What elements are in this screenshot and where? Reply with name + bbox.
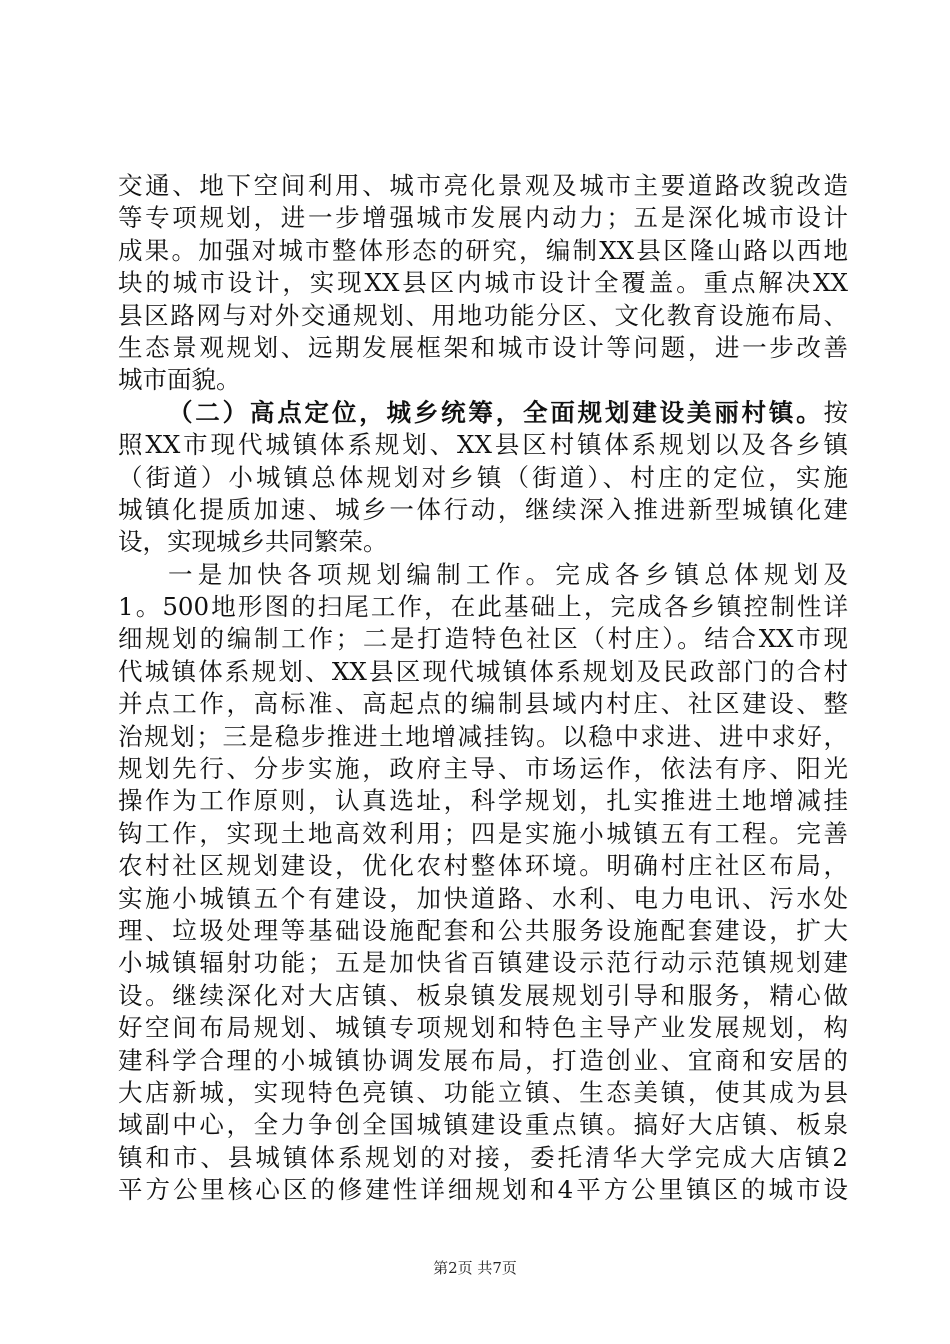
- text-line: 生态景观规划、远期发展框架和城市设计等问题，进一步改善: [118, 332, 848, 362]
- text-line: 小城镇辐射功能；五是加快省百镇建设示范行动示范镇规划建: [118, 948, 848, 978]
- text-line: 平方公里核心区的修建性详细规划和4平方公里镇区的城市设: [118, 1175, 848, 1205]
- text-line: 等专项规划，进一步增强城市发展内动力；五是深化城市设计: [118, 203, 848, 233]
- page-number: 第2页 共7页: [433, 1259, 517, 1277]
- text-line: 细规划的编制工作；二是打造特色社区（村庄）。结合XX市现: [118, 624, 848, 654]
- text-line: 块的城市设计，实现XX县区内城市设计全覆盖。重点解决XX: [118, 268, 848, 298]
- paragraph: [118, 559, 848, 1207]
- section-heading: （二）高点定位，城乡统筹，全面规划建设美丽村镇。: [168, 397, 824, 427]
- paragraph: [118, 397, 848, 559]
- text-line: 县区路网与对外交通规划、用地功能分区、文化教育设施布局、: [118, 300, 848, 330]
- paragraph: [118, 170, 848, 397]
- text-line: 实施小城镇五个有建设，加快道路、水利、电力电讯、污水处: [118, 883, 848, 913]
- text-line: 城市面貌。: [118, 365, 241, 395]
- text-line: 设。继续深化对大店镇、板泉镇发展规划引导和服务，精心做: [118, 980, 848, 1010]
- text-line: 大店新城，实现特色亮镇、功能立镇、生态美镇，使其成为县: [118, 1077, 848, 1107]
- text-line: 照XX市现代城镇体系规划、XX县区村镇体系规划以及各乡镇: [118, 430, 848, 460]
- text-line: 代城镇体系规划、XX县区现代城镇体系规划及民政部门的合村: [118, 656, 848, 686]
- document-body: [118, 170, 848, 1207]
- text-line: 并点工作，高标准、高起点的编制县域内村庄、社区建设、整: [118, 689, 848, 719]
- text-line: 域副中心，全力争创全国城镇建设重点镇。搞好大店镇、板泉: [118, 1110, 848, 1140]
- text-line: （街道）小城镇总体规划对乡镇（街道）、村庄的定位，实施: [118, 462, 848, 492]
- text-line: 镇和市、县城镇体系规划的对接，委托清华大学完成大店镇2: [118, 1142, 848, 1172]
- text-line: 钩工作，实现土地高效利用；四是实施小城镇五有工程。完善: [118, 818, 848, 848]
- text-line: 建科学合理的小城镇协调发展布局，打造创业、宜商和安居的: [118, 1045, 848, 1075]
- page-footer: [0, 1257, 950, 1278]
- text-line: 农村社区规划建设，优化农村整体环境。明确村庄社区布局，: [118, 851, 848, 881]
- text-line: 1。500地形图的扫尾工作，在此基础上，完成各乡镇控制性详: [118, 592, 848, 622]
- text-line: 城镇化提质加速、城乡一体行动，继续深入推进新型城镇化建: [118, 494, 848, 524]
- text-line: 设，实现城乡共同繁荣。: [118, 527, 388, 557]
- text-span: 按: [823, 397, 848, 427]
- text-line: 治规划；三是稳步推进土地增减挂钩。以稳中求进、进中求好，: [118, 721, 848, 751]
- text-line: 成果。加强对城市整体形态的研究，编制XX县区隆山路以西地: [118, 235, 848, 265]
- text-line: 规划先行、分步实施，政府主导、市场运作，依法有序、阳光: [118, 754, 848, 784]
- text-line: 交通、地下空间利用、城市亮化景观及城市主要道路改貌改造: [118, 171, 848, 200]
- text-line: 一是加快各项规划编制工作。完成各乡镇总体规划及: [168, 559, 848, 589]
- text-line: 操作为工作原则，认真选址，科学规划，扎实推进土地增减挂: [118, 786, 848, 816]
- section-heading-line: [118, 397, 848, 429]
- text-line: 好空间布局规划、城镇专项规划和特色主导产业发展规划，构: [118, 1013, 848, 1043]
- text-line: 理、垃圾处理等基础设施配套和公共服务设施配套建设，扩大: [118, 915, 848, 945]
